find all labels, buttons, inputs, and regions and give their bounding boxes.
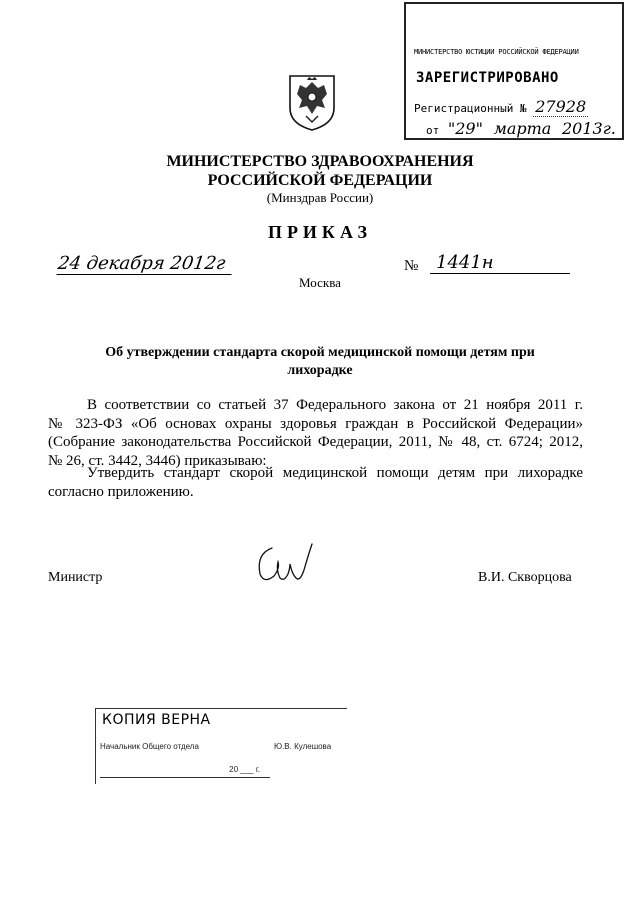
ministry-name-line2: РОССИЙСКОЙ ФЕДЕРАЦИИ [207, 172, 433, 189]
stamp-reg-number-line [414, 97, 588, 117]
order-city: Москва [299, 275, 341, 290]
paragraph-line: № 26, ст. 3442, 3446) приказываю: [48, 452, 267, 469]
paragraph-line: № 323-ФЗ «Об основах охраны здоровья граждан в Российской Федерации» [48, 415, 583, 432]
ministry-short-name: (Минздрав России) [266, 190, 374, 205]
order-title: ПРИКАЗ [267, 222, 373, 242]
copy-stamp-role: Начальник Общего отдела [100, 742, 199, 751]
stamp-reg-number-label: Регистрационный № [414, 102, 527, 115]
order-number: 1441н [430, 252, 570, 274]
copy-stamp-date-line [100, 765, 270, 778]
order-number-label: № [404, 258, 419, 274]
paragraph-line: (Собрание законодательства Российской Федерации, 2011, № 48, ст. 6724; 2012, [48, 434, 583, 450]
body-paragraph-2 [48, 464, 583, 501]
paragraph-line: Утвердить стандарт скорой медицинской помощи детям при лихорадке [87, 465, 583, 481]
copy-certification-stamp [95, 708, 347, 784]
stamp-date-year: 2013г. [561, 119, 616, 138]
stamp-date-day: "29" [447, 119, 483, 138]
paragraph-line: В соответствии со статьей 37 Федерального закона от 21 ноября 2011 г. [87, 397, 583, 413]
copy-stamp-date: 20 ___ г. [229, 765, 260, 774]
order-heading-line2: лихорадке [287, 363, 353, 378]
signature-icon [250, 540, 320, 588]
stamp-date-prefix: от [426, 124, 440, 137]
order-heading-line1: Об утверждении стандарта скорой медицинской помощи детям при [105, 345, 535, 360]
registration-stamp [404, 2, 624, 140]
paragraph-line: согласно приложению. [48, 483, 194, 500]
copy-stamp-title: КОПИЯ ВЕРНА [102, 712, 211, 728]
ministry-name-line1: МИНИСТЕРСТВО ЗДРАВООХРАНЕНИЯ [166, 153, 474, 170]
signatory-name: В.И. Скворцова [478, 570, 572, 585]
stamp-date-month: марта [493, 119, 552, 138]
order-date: 24 декабря 2012г [56, 253, 234, 275]
stamp-ministry-text: МИНИСТЕРСТВО ЮСТИЦИИ РОССИЙСКОЙ ФЕДЕРАЦИИ [414, 48, 579, 56]
copy-stamp-name: Ю.В. Кулешова [274, 742, 332, 751]
signatory-title: Министр [48, 570, 103, 585]
stamp-registered-text: ЗАРЕГИСТРИРОВАНО [416, 70, 559, 86]
stamp-reg-number: 27928 [535, 97, 587, 116]
stamp-date-line [426, 119, 618, 139]
body-paragraph-1 [48, 396, 583, 470]
coat-of-arms-icon [287, 70, 337, 132]
